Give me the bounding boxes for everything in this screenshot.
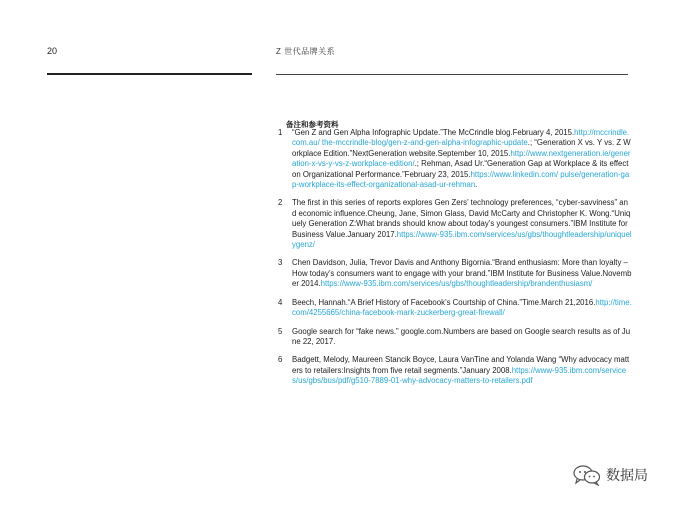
note-number: 3 (278, 258, 283, 268)
note-number: 6 (278, 355, 283, 365)
note-text-segment: The first in this series of reports explores Gen Zers’ technology preferences, “cyber-savviness” and economic influence.Cheung, Jane, Simon Glass, David McCarty and Christopher K. Wong.“Uniquely Generation Z:What brands should know about today’s youngest consumers.”IBM Institute for Business Value.January 2017. (292, 198, 631, 239)
watermark-text: 数据局 (606, 468, 648, 484)
note-text (292, 128, 632, 190)
note-text-segment: .; “Generation X vs. Y vs. Z Workplace Edition.”NextGeneration website.September 10, 2015. (292, 138, 631, 158)
note-item (278, 198, 632, 250)
note-text-segment: Beech, Hannah.“A Brief History of Facebook’s Courtship of China.”Time.March 21,2016. (292, 297, 596, 307)
reference-link[interactable]: http://time.com/4255665/china-facebook-mark-zuckerberg-great-firewall/ (292, 297, 632, 318)
note-text-segment: Google search for “fake news.” google.com.Numbers are based on Google search results as of June 22, 2017. (292, 326, 631, 346)
note-text (292, 298, 632, 319)
reference-link[interactable]: https://www.linkedin.com/ pulse/generation-gap-workplace-its-effect-organizational-asad-ur-rehman (292, 169, 630, 190)
header-rule-left (47, 73, 252, 75)
note-text-segment: . (475, 180, 478, 190)
note-item (278, 298, 632, 319)
header-rule-right (276, 74, 628, 75)
note-number: 1 (278, 128, 283, 137)
running-title: Z 世代品牌关系 (276, 47, 336, 56)
note-text-segment: Chen Davidson, Julia, Trevor Davis and Anthony Bigornia.“Brand enthusiasm: More than loyalty – How today’s consumers want to engage with your brand.”IBM Institute for Business Value.November 2014. (292, 258, 632, 289)
reference-link[interactable]: https://www-935.ibm.com/services/us/gbs/thoughtleadership/uniquelygenz/ (292, 229, 632, 250)
note-number: 5 (278, 326, 283, 336)
note-text-segment: .; Rehman, Asad Ur.“Generation Gap at Workplace & its effect on Organizational Performance.”February 23, 2015. (292, 159, 629, 179)
note-item (278, 355, 632, 386)
section-heading: 备注和参考资料 (286, 120, 339, 129)
reference-link[interactable]: https://www-935.ibm.com/services/us/gbs/thoughtleadership/brandenthusiasm/ (320, 279, 593, 289)
reference-link[interactable]: http://mccrindle.com.au/ the-mccrindle-blog/gen-z-and-gen-alpha-infographic-update (292, 128, 630, 148)
note-text-segment: “Gen Z and Gen Alpha Infographic Update.”The McCrindle blog.February 4, 2015. (292, 128, 575, 137)
wechat-icon (572, 464, 602, 486)
watermark (572, 464, 648, 486)
note-item (278, 258, 632, 289)
reference-link[interactable]: http://www.nextgeneration.ie/generation-x-vs-y-vs-z-workplace-edition/ (292, 148, 631, 169)
note-text (292, 258, 632, 289)
note-text (292, 198, 632, 250)
page-number: 20 (47, 46, 58, 56)
note-text (292, 355, 632, 386)
note-item (278, 327, 632, 348)
note-text (292, 327, 632, 348)
notes-list (278, 128, 632, 395)
note-text-segment: Badgett, Melody, Maureen Stancik Boyce, Laura VanTine and Yolanda Wang “Why advocacy matters to retailers:Insights from five retail segments.”January 2008. (292, 355, 630, 375)
note-number: 4 (278, 297, 283, 307)
note-number: 2 (278, 198, 283, 208)
note-item (278, 128, 632, 190)
reference-link[interactable]: https://www-935.ibm.com/services/us/gbs/bus/pdf/g510-7889-01-why-advocacy-matters-to-retailers.pdf (292, 365, 627, 386)
